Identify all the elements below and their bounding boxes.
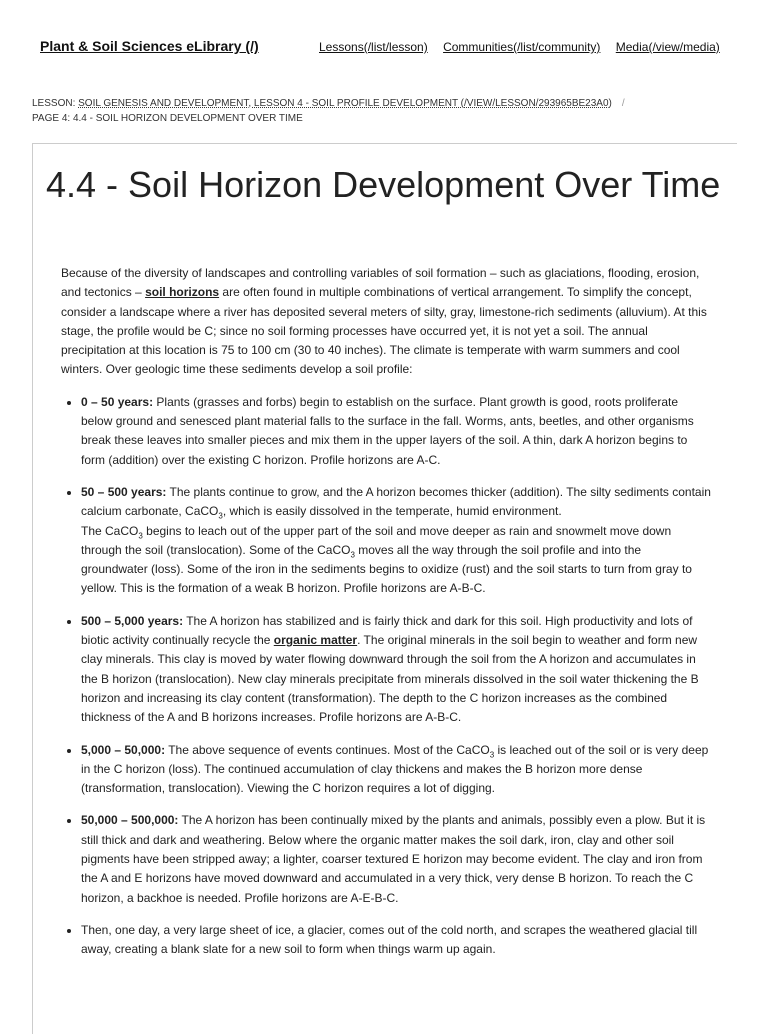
stage-item-500-5000: • 500 – 5,000 years: The A horizon has stabilized and is fairly thick and dark for this soil. High productivity and lots of biotic activity continually recycle the organic matter. The original minerals in the soil begin to weather and form new clay minerals. This clay is moved by water flowing downward through the soil from the A horizon and accumulates in the B horizon (translocation). New clay minerals precipitate from minerals dissolved in the soil water thickening the B horizon and increasing its clay content (transformation). The depth to the C horizon increases as the combined thickness of the A and B horizons increases. Profile horizons are A-B-C.: [81, 612, 711, 728]
page-title: 4.4 - Soil Horizon Development Over Time: [46, 164, 721, 205]
stage-item-0-50: • 0 – 50 years: Plants (grasses and forbs) begin to establish on the surface. Plant growth is good, roots proliferate below ground and senesced plant material falls to the surface in the fall. Worms, ants, beetles, and other organisms break these leaves into smaller pieces and mix them in the upper layers of the soil. A thin, dark A horizon begins to form (addition) over the existing C horizon. Profile horizons are A-C.: [81, 393, 711, 470]
stage-item-50000-500000: • 50,000 – 500,000: The A horizon has been continually mixed by the plants and animals, possibly even a plow. But it is still thick and dark and weathering. Below where the organic matter makes the soil dark, iron, clay and other soil pigments have been stripped away; a lighter, coarser textured E horizon may become evident. The clay and iron from the A and E horizons have moved downward and accumulated in a very thick, very dense B horizon. To reach the C horizon, a backhoe is needed. Profile horizons are A-E-B-C.: [81, 811, 711, 907]
stage-item-glacier: • Then, one day, a very large sheet of ice, a glacier, comes out of the cold north, and scrapes the weathered glacial till away, creating a blank slate for a new soil to form when things warm up again.: [81, 921, 711, 960]
top-bar: [0, 30, 768, 64]
stage-item-50-500: • 50 – 500 years: The plants continue to grow, and the A horizon becomes thicker (addition). The silty sediments contain calcium carbonate, CaCO$_3$, which is easily dissolved in the temperate, humid environment. The CaCO$_3$ begins to leach out of the upper part of the soil and move deeper as rain and snowmelt move down through the soil (translocation). Some of the CaCO$_3$ moves all the way through the soil profile and into the groundwater (loss). Some of the iron in the sediments begins to oxidize (rust) and the soil starts to turn from gray to yellow. This is the formation of a weak B horizon. Profile horizons are A-B-C.: [81, 483, 711, 599]
site-title-link[interactable]: Plant & Soil Sciences eLibrary (/): [40, 38, 259, 54]
breadcrumb-lesson-link[interactable]: SOIL GENESIS AND DEVELOPMENT, LESSON 4 - SOIL PROFILE DEVELOPMENT (/VIEW/LESSON/293965BE23A0): [78, 98, 612, 109]
breadcrumb-separator: /: [621, 98, 625, 109]
stage-label: 5,000 – 50,000:: [81, 742, 166, 757]
intro-paragraph: Because of the diversity of landscapes and controlling variables of soil formation – such as glaciations, flooding, erosion, and tectonics – soil horizons are often found in multiple combinations of vertical arrangement. To simplify the concept, consider a landscape where a river has deposited several meters of silty, gray, limestone-rich sediments (alluvium). At this stage, the profile would be C; since no soil forming processes have occurred yet, it is not yet a soil. The annual precipitation at this location is 75 to 100 cm (30 to 40 inches). The climate is temperate with warm summers and cool winters. Over geologic time these sediments develop a soil profile:: [61, 266, 707, 377]
breadcrumb: [32, 96, 752, 126]
stage-label: 500 – 5,000 years:: [81, 613, 184, 628]
stage-label: 50 – 500 years:: [81, 484, 167, 499]
stage-list: [61, 393, 711, 960]
nav-media-link[interactable]: Media(/view/media): [615, 40, 720, 54]
nav-lessons-link[interactable]: Lessons(/list/lesson): [319, 40, 428, 54]
stage-label: 0 – 50 years:: [81, 394, 154, 409]
breadcrumb-page-label: PAGE 4: 4.4 - SOIL HORIZON DEVELOPMENT OVER TIME: [32, 113, 303, 124]
breadcrumb-lesson-prefix: LESSON:: [32, 98, 79, 109]
soil-horizons-link[interactable]: soil horizons: [145, 285, 220, 300]
main-nav: [319, 40, 732, 54]
lesson-content: [61, 264, 711, 973]
organic-matter-link[interactable]: organic matter: [273, 633, 358, 648]
nav-communities-link[interactable]: Communities(/list/community): [443, 40, 601, 54]
stage-label: 50,000 – 500,000:: [81, 813, 179, 828]
stage-item-5000-50000: • 5,000 – 50,000: The above sequence of events continues. Most of the CaCO$_3$ is leached out of the soil or is very deep in the C horizon (loss). The continued accumulation of clay thickens and makes the B horizon more dense (transformation, translocation). Viewing the C horizon requires a lot of digging.: [81, 741, 711, 799]
